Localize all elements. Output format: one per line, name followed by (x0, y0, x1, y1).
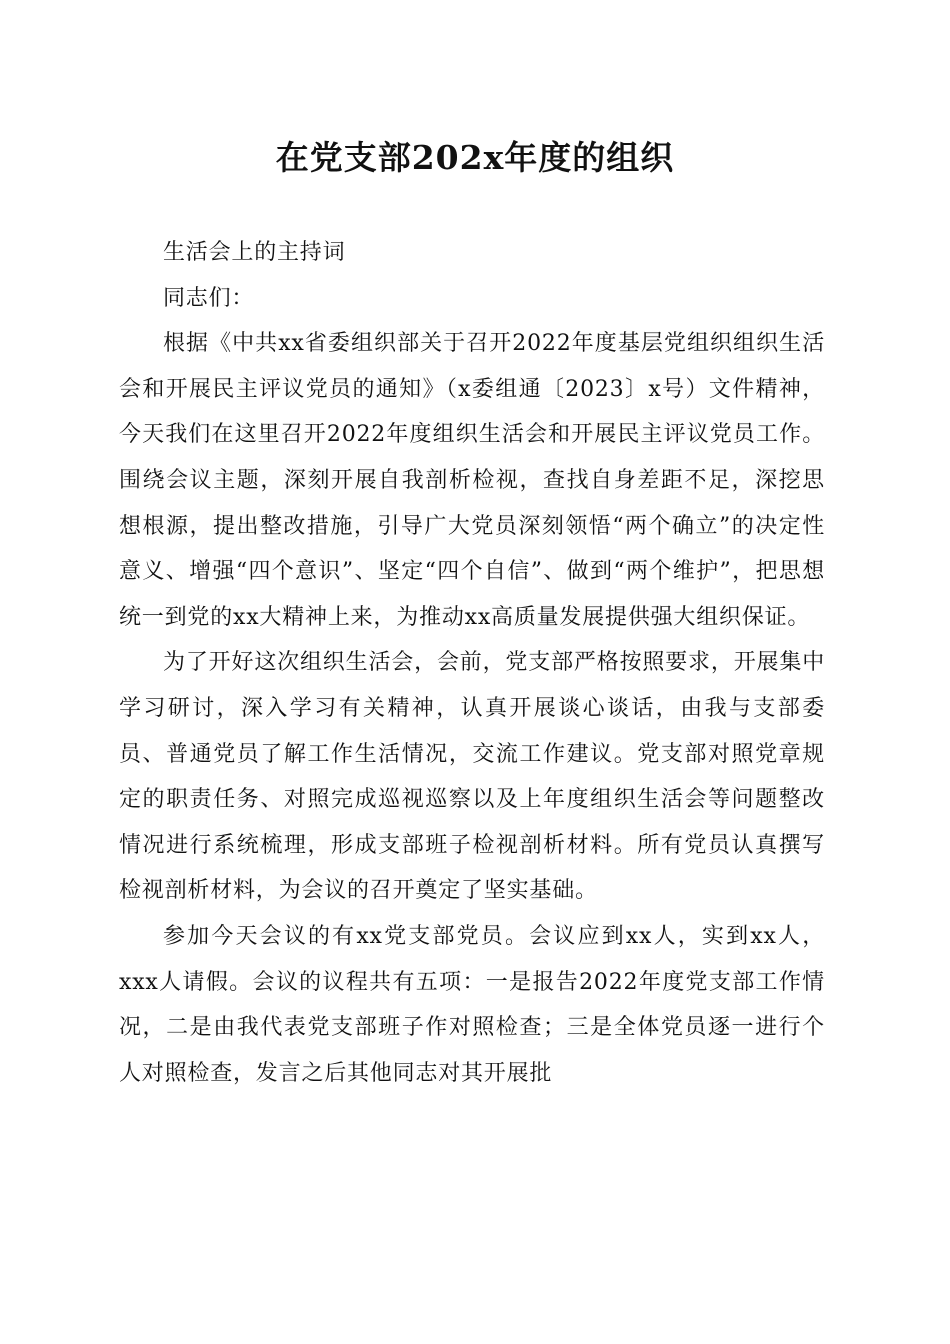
paragraph-agenda: 参加今天会议的有xx党支部党员。会议应到xx人，实到xx人，xxx人请假。会议的议程共有五项：一是报告2022年度党支部工作情况，二是由我代表党支部班子作对照检查；三是全体党员逐一进行个人对照检查，发言之后其他同志对其开展批 (119, 923, 825, 1086)
paragraph-background: 根据《中共xx省委组织部关于召开2022年度基层党组织组织生活会和开展民主评议党员的通知》（x委组通〔2023〕x号）文件精神，今天我们在这里召开2022年度组织生活会和开展民主评议党员工作。围绕会议主题，深刻开展自我剖析检视，查找自身差距不足，深挖思想根源，提出整改措施，引导广大党员深刻领悟“两个确立”的决定性意义、增强“四个意识”、坚定“四个自信”、做到“两个维护”，把思想统一到党的xx大精神上来，为推动xx高质量发展提供强大组织保证。 (119, 331, 825, 630)
paragraph-preparation: 为了开好这次组织生活会，会前，党支部严格按照要求，开展集中学习研讨，深入学习有关精神，认真开展谈心谈话，由我与支部委员、普通党员了解工作生活情况，交流工作建议。党支部对照党章规定的职责任务、对照完成巡视巡察以及上年度组织生活会等问题整改情况进行系统梳理，形成支部班子检视剖析材料。所有党员认真撰写检视剖析材料，为会议的召开奠定了坚实基础。 (119, 650, 825, 904)
paragraph-salutation: 同志们： (163, 285, 255, 311)
document-title: 在党支部202x年度的组织 (275, 138, 675, 177)
paragraph-subtitle: 生活会上的主持词 (163, 240, 346, 265)
document-body (119, 230, 825, 1096)
